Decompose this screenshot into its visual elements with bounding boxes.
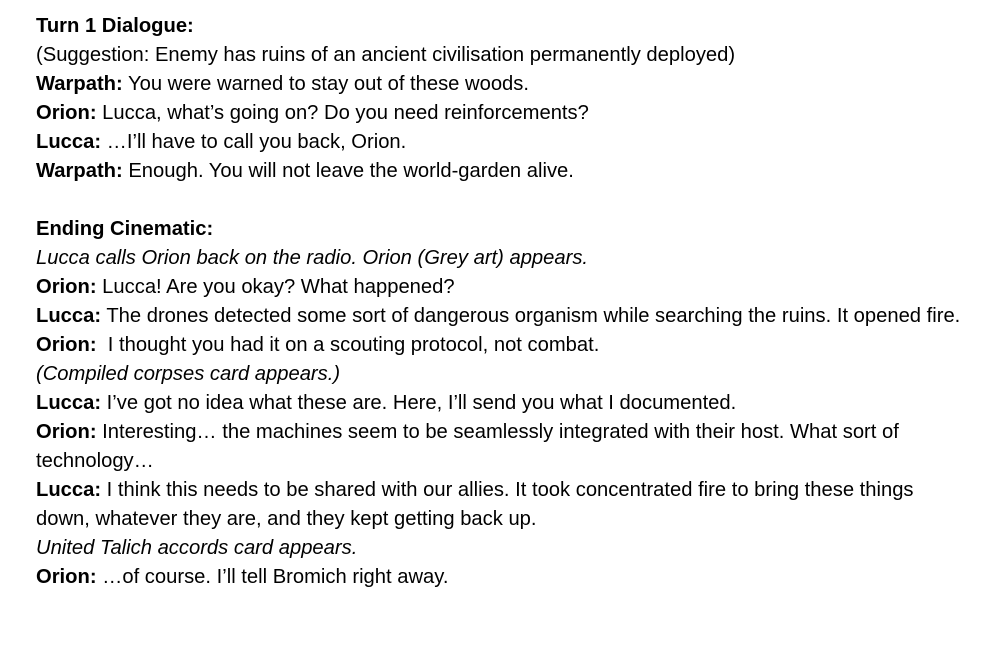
ending-cinematic-heading: Ending Cinematic: (36, 218, 214, 240)
dialogue-text: Lucca, what’s going on? Do you need reinforcements? (96, 102, 589, 124)
speaker-name: Lucca: (36, 392, 102, 414)
speaker-name: Orion: (36, 566, 97, 588)
document-body (36, 12, 966, 592)
dialogue-line (36, 476, 966, 534)
dialogue-text: …I’ll have to call you back, Orion. (101, 131, 407, 153)
dialogue-text: The drones detected some sort of dangerous organism while searching the ruins. It opened fire. (101, 305, 961, 327)
speaker-name: Lucca: (36, 305, 102, 327)
section-spacer (36, 186, 966, 215)
dialogue-line (36, 563, 966, 592)
speaker-name: Warpath: (36, 73, 123, 95)
dialogue-line (36, 418, 966, 476)
speaker-name: Orion: (36, 102, 97, 124)
dialogue-text: I think this needs to be shared with our allies. It took concentrated fire to bring these things down, whatever they are, and they kept getting back up. (36, 479, 914, 530)
dialogue-text: Interesting… the machines seem to be seamlessly integrated with their host. What sort of technology… (36, 421, 899, 472)
speaker-name: Warpath: (36, 160, 123, 182)
dialogue-text: Enough. You will not leave the world-garden alive. (122, 160, 574, 182)
suggestion-line: (Suggestion: Enemy has ruins of an ancient civilisation permanently deployed) (36, 44, 736, 66)
stage-direction: United Talich accords card appears. (36, 537, 358, 559)
dialogue-text: I thought you had it on a scouting protocol, not combat. (96, 334, 600, 356)
dialogue-text: I’ve got no idea what these are. Here, I’ll send you what I documented. (101, 392, 737, 414)
dialogue-line (36, 157, 966, 186)
dialogue-text: Lucca! Are you okay? What happened? (96, 276, 455, 298)
dialogue-line (36, 331, 966, 360)
dialogue-text: You were warned to stay out of these woods. (122, 73, 529, 95)
speaker-name: Lucca: (36, 479, 102, 501)
stage-direction: (Compiled corpses card appears.) (36, 363, 341, 385)
speaker-name: Orion: (36, 421, 97, 443)
dialogue-line (36, 99, 966, 128)
dialogue-text: …of course. I’ll tell Bromich right away. (96, 566, 449, 588)
dialogue-line (36, 128, 966, 157)
speaker-name: Orion: (36, 334, 97, 356)
speaker-name: Orion: (36, 276, 97, 298)
dialogue-line (36, 389, 966, 418)
dialogue-line (36, 273, 966, 302)
dialogue-line (36, 302, 966, 331)
dialogue-line (36, 70, 966, 99)
speaker-name: Lucca: (36, 131, 102, 153)
stage-direction: Lucca calls Orion back on the radio. Orion (Grey art) appears. (36, 247, 589, 269)
turn-1-heading: Turn 1 Dialogue: (36, 15, 194, 37)
